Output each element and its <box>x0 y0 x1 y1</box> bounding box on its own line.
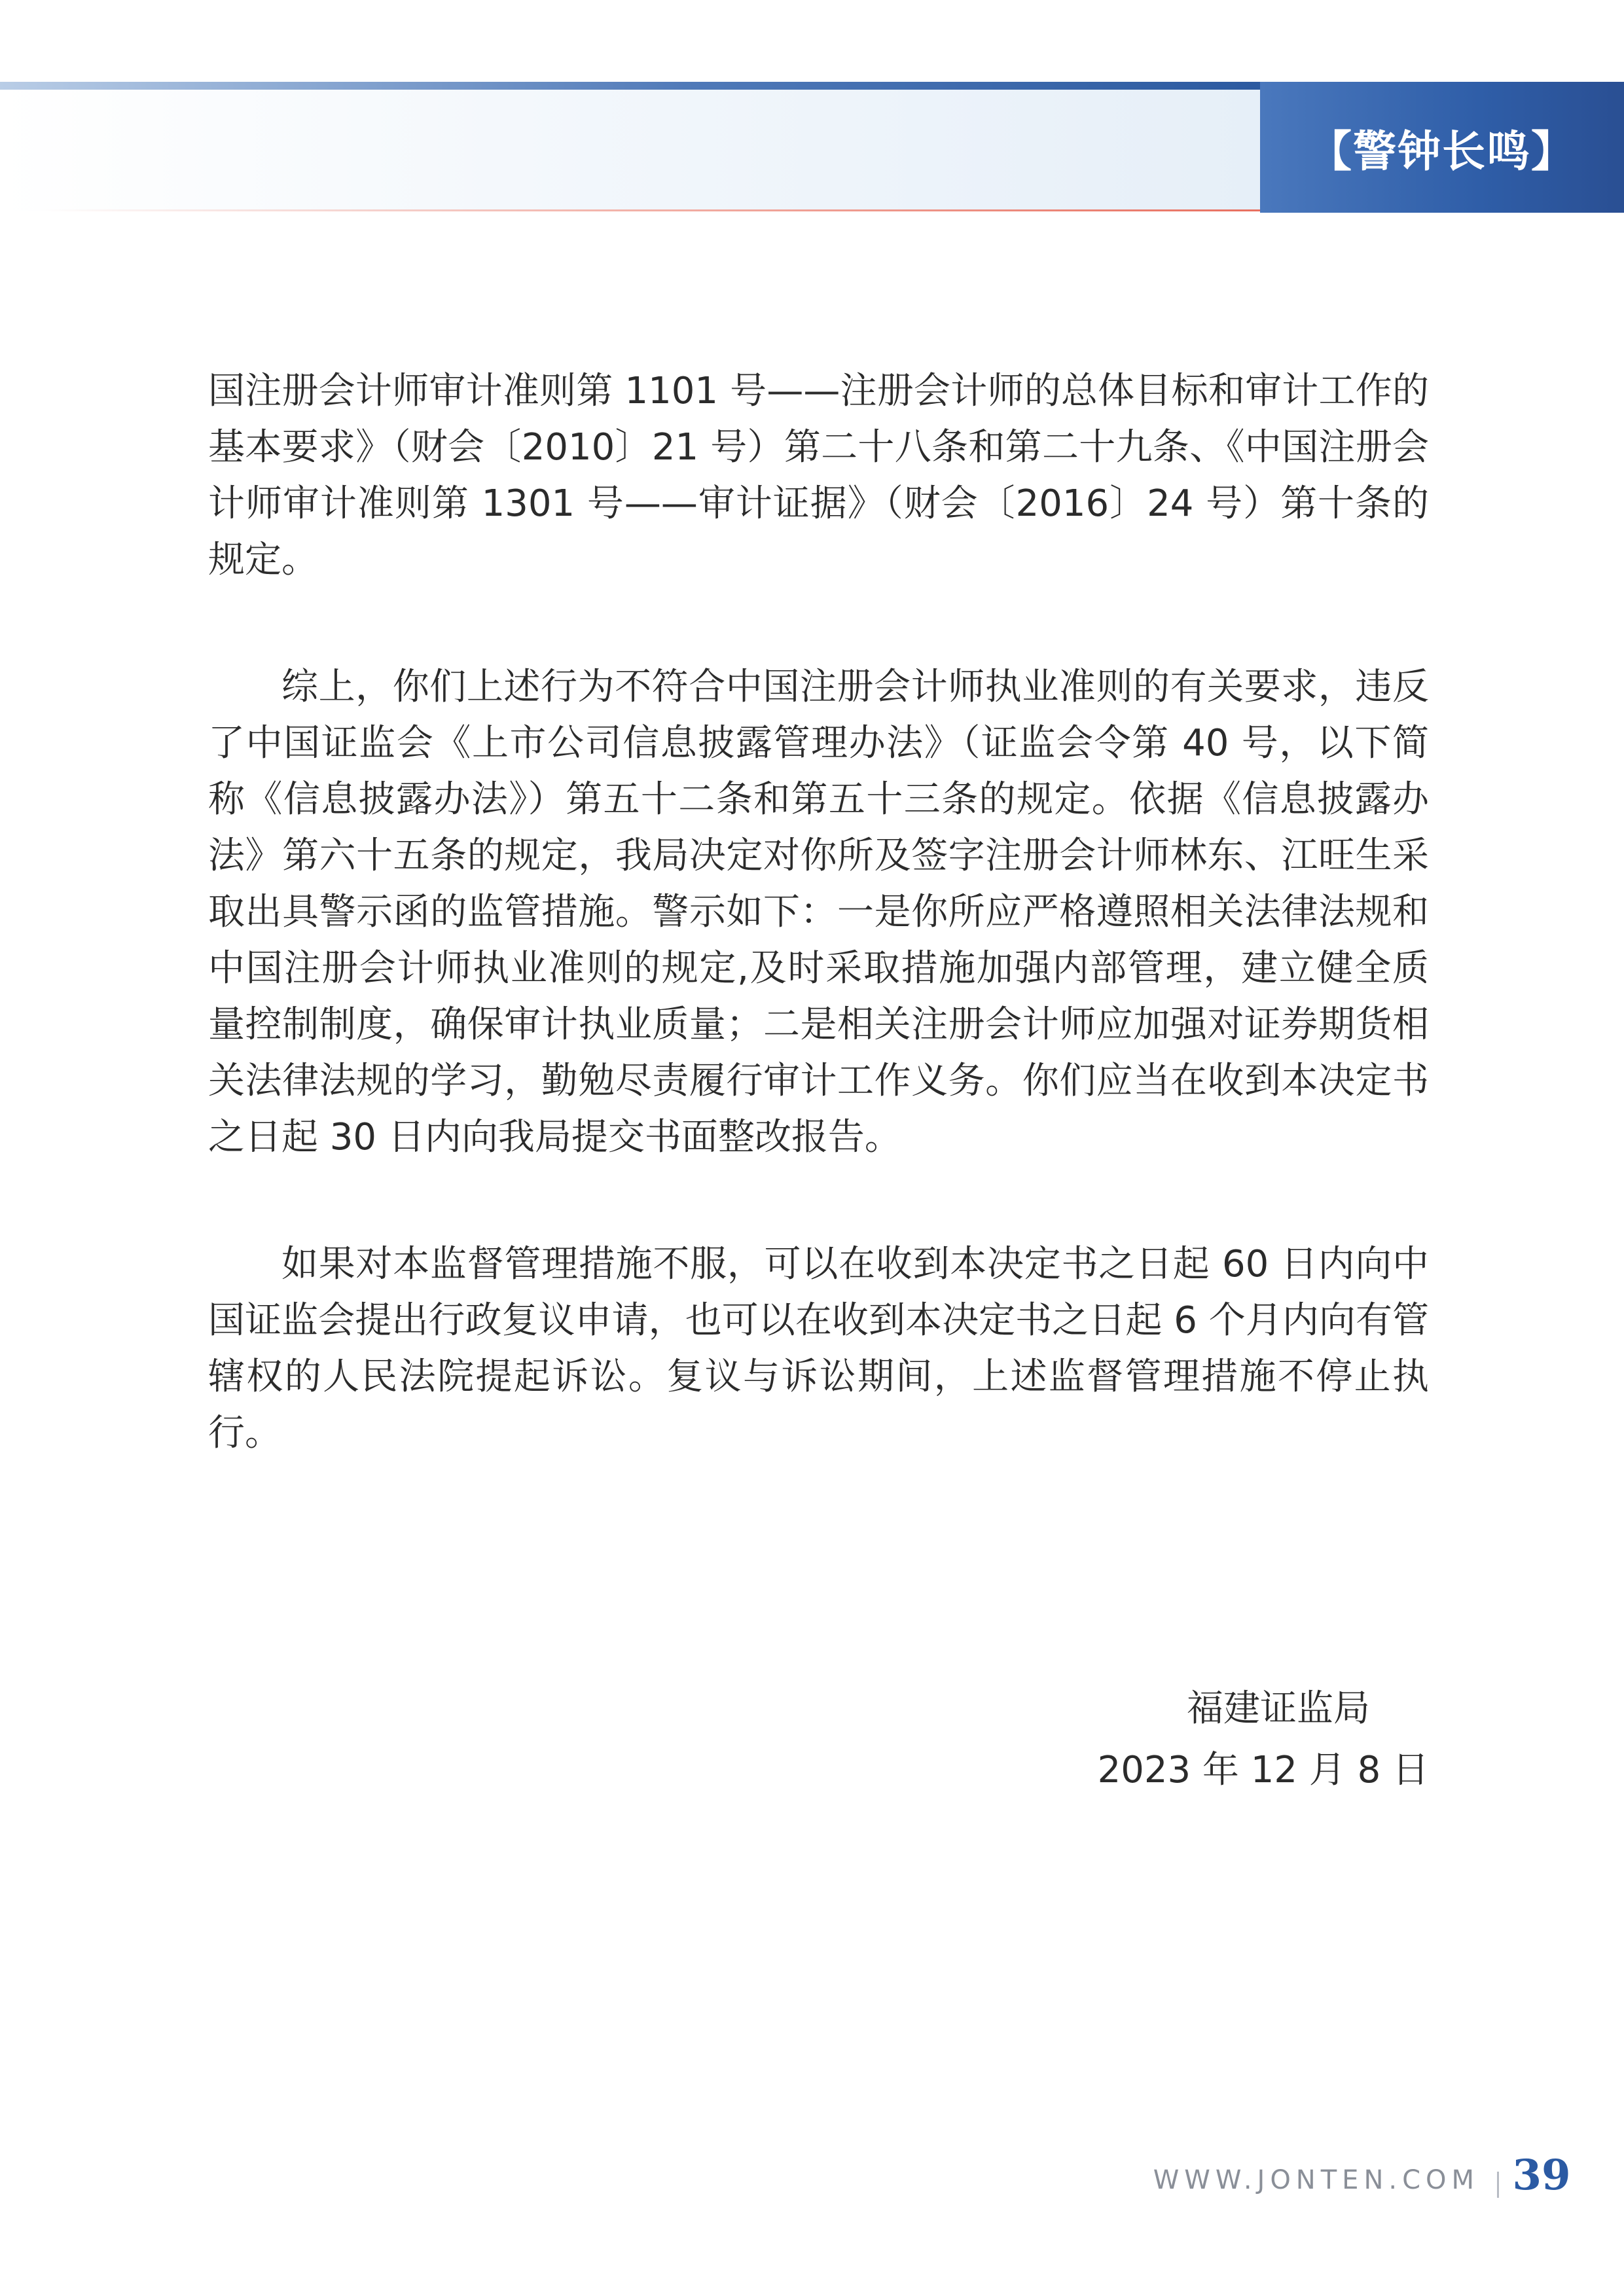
header-band <box>0 90 1260 211</box>
section-tab-label: 【警钟长鸣】 <box>1308 126 1576 177</box>
footer-divider <box>1497 2172 1499 2198</box>
paragraph-spacer <box>208 1166 1429 1236</box>
paragraph-3: 如果对本监督管理措施不服，可以在收到本决定书之日起 60 日内向中国证监会提出行政复议申请，也可以在收到本决定书之日起 6 个月内向有管辖权的人民法院提起诉讼。复议与诉讼期间，上述监督管理措施不停止执行。 <box>208 1243 1430 1454</box>
header-bottom-rule <box>39 209 1260 211</box>
signature-date: 2023 年 12 月 8 日 <box>1097 1749 1429 1791</box>
signature-organization: 福建证监局 <box>1187 1687 1370 1730</box>
document-body <box>208 363 1429 1462</box>
footer-website-link[interactable]: WWW.JONTEN.COM <box>1153 2165 1479 2195</box>
paragraph-2: 综上，你们上述行为不符合中国注册会计师执业准则的有关要求，违反了中国证监会《上市公司信息披露管理办法》（证监会令第 40 号，以下简称《信息披露办法》）第五十二条和第五十三条的规定。依据《信息披露办法》第六十五条的规定，我局决定对你所及签字注册会计师林东、江旺生采取出具警示函的监管措施。警示如下：一是你所应严格遵照相关法律法规和中国注册会计师执业准则的规定,及时采取措施加强内部管理，建立健全质量控制制度，确保审计执业质量；二是相关注册会计师应加强对证券期货相关法律法规的学习，勤勉尽责履行审计工作义务。你们应当在收到本决定书之日起 30 日内向我局提交书面整改报告。 <box>208 666 1429 1158</box>
paragraph-1: 国注册会计师审计准则第 1101 号——注册会计师的总体目标和审计工作的基本要求》（财会〔2010〕21 号）第二十八条和第二十九条、《中国注册会计师审计准则第 1301 号——审计证据》（财会〔2016〕24 号）第十条的规定。 <box>208 370 1429 581</box>
page-number: 39 <box>1512 2151 1571 2200</box>
header-top-rule <box>0 82 1260 90</box>
paragraph-spacer <box>208 588 1429 659</box>
